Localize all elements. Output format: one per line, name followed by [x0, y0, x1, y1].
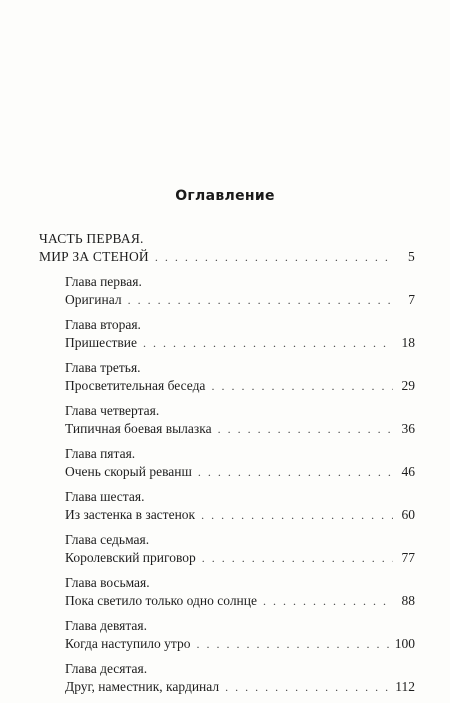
part-heading-line [39, 230, 415, 248]
dot-leader [143, 334, 393, 352]
chapter-title: Типичная боевая вылазка [65, 421, 212, 436]
dot-leader [211, 377, 393, 395]
toc-chapter-9 [65, 617, 415, 653]
chapter-title: Оригинал [65, 292, 122, 307]
chapter-label: Глава третья. [65, 360, 141, 375]
dot-leader [263, 592, 393, 610]
part-page-number: 5 [408, 249, 415, 264]
chapter-page-number: 100 [394, 636, 415, 651]
chapter-page-number: 88 [401, 593, 415, 608]
chapter-title: Очень скорый реванш [65, 464, 192, 479]
part-title-line [39, 248, 415, 266]
chapter-label: Глава седьмая. [65, 532, 150, 547]
dot-leader [218, 420, 393, 438]
chapter-page-number: 60 [401, 507, 415, 522]
chapter-title: Когда наступило утро [65, 636, 191, 651]
chapter-label: Глава пятая. [65, 446, 136, 461]
chapter-label: Глава шестая. [65, 489, 145, 504]
chapter-title: Королевский приговор [65, 550, 196, 565]
chapter-title: Пока светило только одно солнце [65, 593, 257, 608]
chapter-page-number: 18 [401, 335, 415, 350]
toc-chapter-5 [65, 445, 415, 481]
toc-chapter-1 [65, 273, 415, 309]
chapter-label: Глава девятая. [65, 618, 147, 633]
chapter-label: Глава первая. [65, 274, 142, 289]
chapter-label: Глава вторая. [65, 317, 141, 332]
chapter-title: Пришествие [65, 335, 137, 350]
chapter-page-number: 7 [408, 292, 415, 307]
dot-leader [202, 549, 393, 567]
part-title: МИР ЗА СТЕНОЙ [39, 249, 149, 264]
page-title: Оглавление [175, 188, 275, 204]
dot-leader [225, 678, 391, 696]
toc-chapter-8 [65, 574, 415, 610]
chapter-label: Глава четвертая. [65, 403, 160, 418]
toc-chapter-6 [65, 488, 415, 524]
chapter-title: Друг, наместник, кардинал [65, 679, 220, 694]
part-number: ЧАСТЬ ПЕРВАЯ. [39, 231, 144, 246]
chapter-label: Глава десятая. [65, 661, 148, 676]
dot-leader [155, 248, 393, 266]
chapter-page-number: 29 [401, 378, 415, 393]
chapter-page-number: 77 [401, 550, 415, 565]
chapter-page-number: 36 [401, 421, 415, 436]
chapter-title: Просветительная беседа [65, 378, 206, 393]
toc-chapter-7 [65, 531, 415, 567]
chapter-page-number: 46 [401, 464, 415, 479]
dot-leader [201, 506, 393, 524]
chapter-page-number: 112 [395, 679, 415, 694]
table-of-contents [39, 230, 415, 703]
chapter-label: Глава восьмая. [65, 575, 150, 590]
toc-chapter-4 [65, 402, 415, 438]
toc-chapter-2 [65, 316, 415, 352]
dot-leader [198, 463, 393, 481]
toc-chapter-10 [65, 660, 415, 696]
toc-part-one [39, 230, 415, 266]
toc-chapter-3 [65, 359, 415, 395]
dot-leader [197, 635, 391, 653]
chapter-title: Из застенка в застенок [65, 507, 196, 522]
dot-leader [128, 291, 393, 309]
